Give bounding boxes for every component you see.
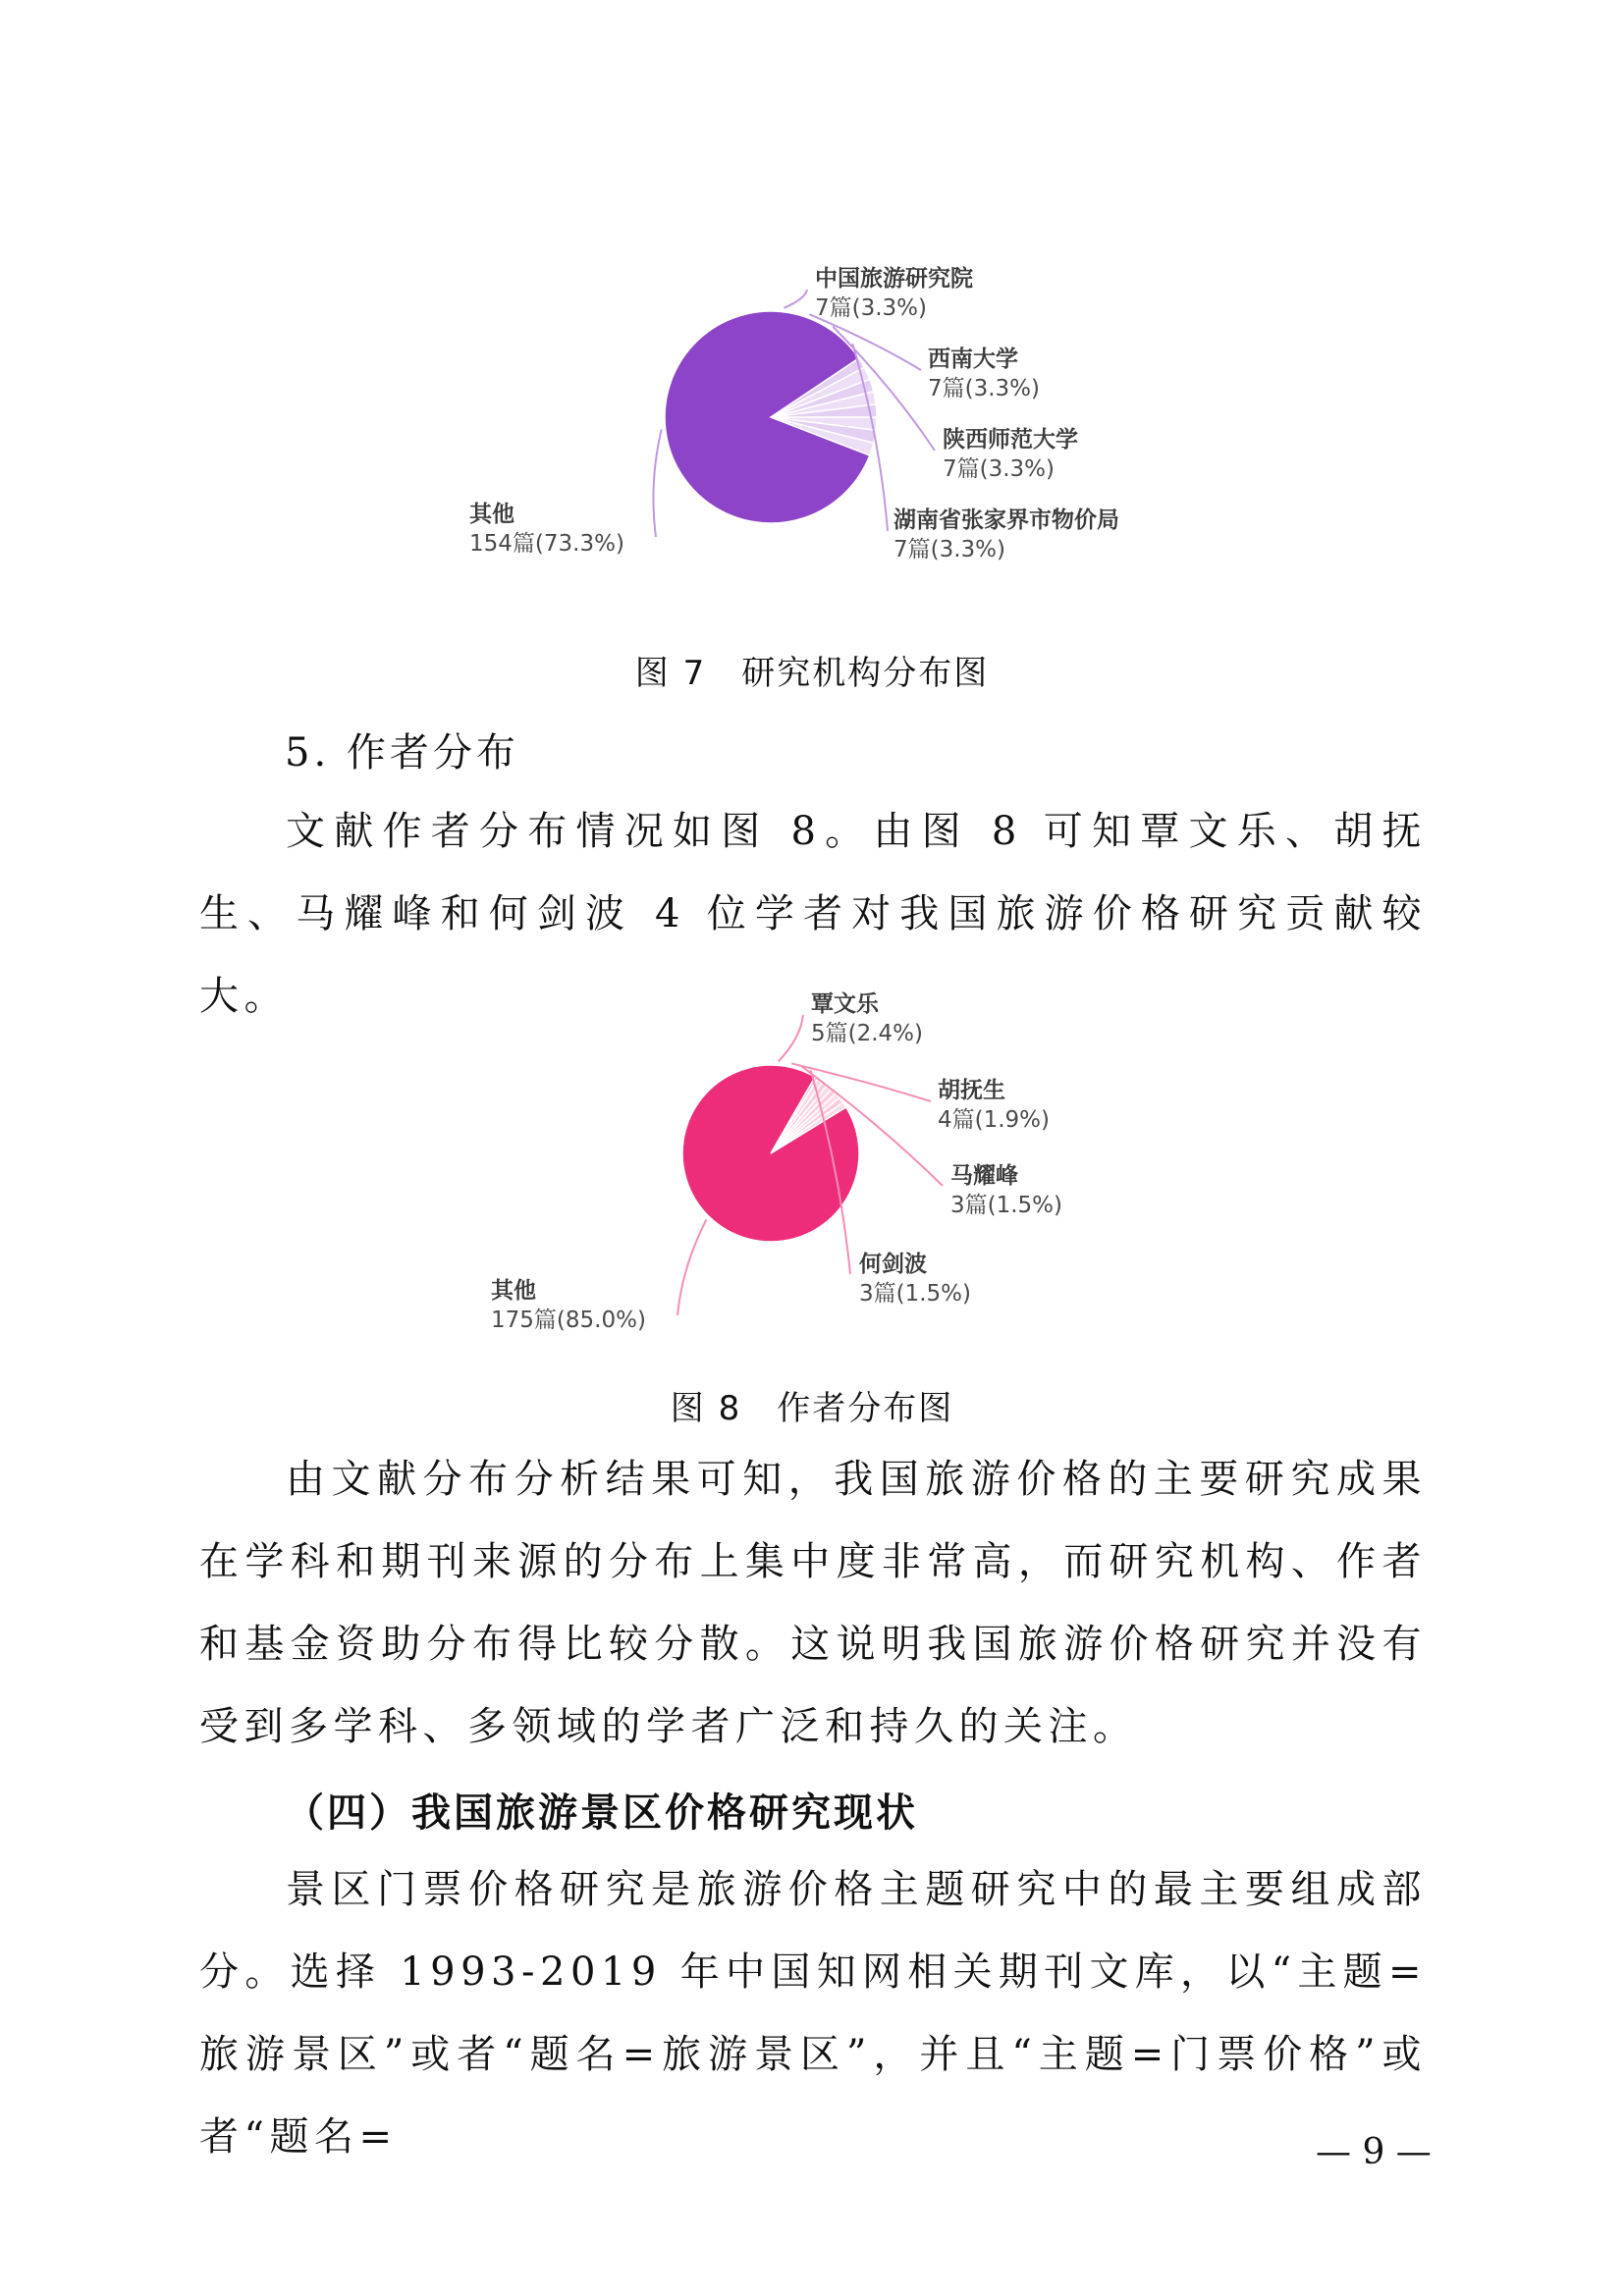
section5-paragraph: 文献作者分布情况如图 8。由图 8 可知覃文乐、胡抚生、马耀峰和何剑波 4 位学者对我国旅游价格研究贡献较大。 [199, 809, 1427, 1019]
pie8-label-name-0: 覃文乐 [811, 991, 879, 1017]
pie8-label-value-0: 5篇(2.4%) [811, 1021, 924, 1046]
pie7-label-name-0: 中国旅游研究院 [815, 266, 973, 292]
pie7-label-name-3: 湖南省张家界市物价局 [893, 507, 1119, 533]
pie7-label-value-3: 7篇(3.3%) [893, 537, 1006, 562]
pie7-label-name-4: 其他 [469, 502, 514, 527]
figure7-caption: 图 7 研究机构分布图 [634, 654, 990, 693]
page-number: — 9 — [1316, 2132, 1432, 2172]
pie7-leader-line-4 [653, 429, 661, 537]
pie8-label-name-1: 胡抚生 [938, 1078, 1005, 1103]
pie7-label-value-4: 154篇(73.3%) [469, 531, 624, 557]
figure8-caption: 图 8 作者分布图 [670, 1389, 954, 1428]
section4-heading: （四）我国旅游景区价格研究现状 [285, 1790, 918, 1836]
pie7-label-value-1: 7篇(3.3%) [928, 376, 1041, 401]
pie8-label-value-1: 4篇(1.9%) [938, 1107, 1051, 1133]
pie8-label-name-4: 其他 [491, 1278, 536, 1304]
pie7-label-value-2: 7篇(3.3%) [943, 456, 1056, 482]
section4-paragraph: 景区门票价格研究是旅游价格主题研究中的最主要组成部分。选择 1993-2019 年中国知网相关期刊文库，以“主题=旅游景区”或者“题名=旅游景区”，并且“主题=门票价格”或者“题名= [199, 1867, 1427, 2160]
pie8-leader-line-4 [677, 1219, 706, 1315]
pie8-label-name-2: 马耀峰 [950, 1163, 1018, 1189]
pie8-label-value-3: 3篇(1.5%) [859, 1281, 972, 1307]
pie8-label-value-4: 175篇(85.0%) [491, 1308, 646, 1333]
pie8-label-name-3: 何剑波 [859, 1252, 927, 1277]
analysis-paragraph: 由文献分布分析结果可知，我国旅游价格的主要研究成果在学科和期刊来源的分布上集中度非常高，而研究机构、作者和基金资助分布得比较分散。这说明我国旅游价格研究并没有受到多学科、多领域的学者广泛和持久的关注。 [199, 1457, 1427, 1749]
pie8-label-value-2: 3篇(1.5%) [950, 1193, 1063, 1218]
pie7-label-name-1: 西南大学 [928, 347, 1018, 372]
pie7-leader-line-0 [784, 290, 807, 308]
research-institution-pie-chart [0, 250, 1624, 584]
pie7-label-value-0: 7篇(3.3%) [815, 295, 928, 321]
pie8-leader-line-0 [779, 1015, 803, 1061]
section5-heading: 5. 作者分布 [285, 730, 519, 775]
author-distribution-pie-chart [0, 982, 1624, 1355]
pie7-label-name-2: 陕西师范大学 [943, 427, 1078, 453]
